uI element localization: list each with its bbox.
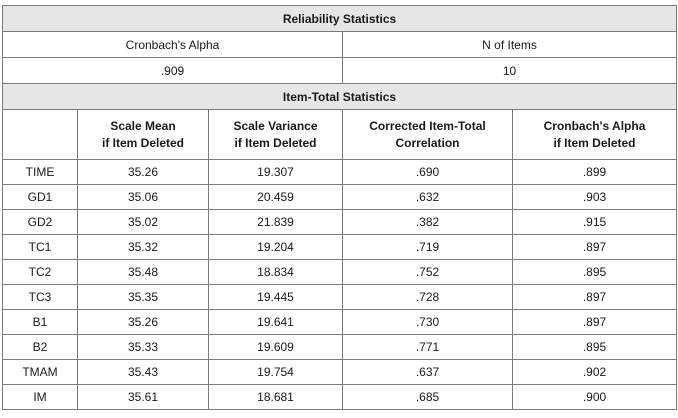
table-row [3,260,677,285]
alpha-if-deleted-cell: .899 [513,160,677,185]
table-row [3,235,677,260]
alpha-if-deleted-cell: .903 [513,185,677,210]
table-row [3,285,677,310]
cronbach-alpha-value: .909 [3,58,343,84]
scale-variance-cell: 18.834 [209,260,343,285]
scale-mean-cell: 35.26 [78,310,209,335]
scale-variance-cell: 20.459 [209,185,343,210]
scale-variance-cell: 19.307 [209,160,343,185]
scale-mean-cell: 35.35 [78,285,209,310]
scale-variance-header [209,110,343,160]
n-items-header: N of Items [343,32,677,58]
scale-variance-header-line2: if Item Deleted [234,135,317,150]
item-label: TC1 [3,235,78,260]
alpha-if-deleted-cell: .900 [513,385,677,410]
reliability-table [2,5,677,410]
item-label: GD1 [3,185,78,210]
corrected-correlation-cell: .728 [343,285,513,310]
corrected-correlation-header [343,110,513,160]
statistics-document [2,5,676,410]
alpha-if-deleted-cell: .915 [513,210,677,235]
corrected-correlation-cell: .752 [343,260,513,285]
corrected-correlation-header-line2: Correlation [395,135,460,150]
item-label: TC3 [3,285,78,310]
scale-variance-cell: 19.609 [209,335,343,360]
corrected-correlation-header-line1: Corrected Item-Total [369,118,486,133]
scale-variance-cell: 21.839 [209,210,343,235]
table-row [3,185,677,210]
corrected-correlation-cell: .730 [343,310,513,335]
scale-variance-cell: 18.681 [209,385,343,410]
item-label: GD2 [3,210,78,235]
corrected-correlation-cell: .382 [343,210,513,235]
corrected-correlation-cell: .690 [343,160,513,185]
scale-mean-cell: 35.32 [78,235,209,260]
scale-mean-cell: 35.26 [78,160,209,185]
corrected-correlation-cell: .632 [343,185,513,210]
item-label: TMAM [3,360,78,385]
table-row [3,210,677,235]
item-total-title: Item-Total Statistics [3,84,677,110]
table-row [3,385,677,410]
scale-variance-cell: 19.445 [209,285,343,310]
scale-mean-cell: 35.06 [78,185,209,210]
item-rows [3,160,677,410]
item-label: IM [3,385,78,410]
alpha-if-deleted-cell: .895 [513,260,677,285]
item-label: TC2 [3,260,78,285]
table-row [3,360,677,385]
alpha-if-deleted-header-line2: if Item Deleted [553,135,636,150]
corrected-correlation-cell: .771 [343,335,513,360]
corrected-correlation-cell: .719 [343,235,513,260]
alpha-if-deleted-header-line1: Cronbach's Alpha [543,118,646,133]
scale-mean-cell: 35.43 [78,360,209,385]
item-label: TIME [3,160,78,185]
scale-mean-cell: 35.48 [78,260,209,285]
scale-mean-cell: 35.33 [78,335,209,360]
alpha-if-deleted-cell: .897 [513,310,677,335]
alpha-if-deleted-cell: .897 [513,235,677,260]
n-items-value: 10 [343,58,677,84]
scale-mean-header-line2: if Item Deleted [101,135,185,150]
item-header-blank [3,110,78,160]
scale-mean-cell: 35.61 [78,385,209,410]
scale-mean-cell: 35.02 [78,210,209,235]
scale-variance-cell: 19.754 [209,360,343,385]
scale-mean-header [78,110,209,160]
scale-variance-header-line1: Scale Variance [233,118,318,133]
scale-variance-cell: 19.641 [209,310,343,335]
scale-mean-header-line1: Scale Mean [110,118,176,133]
scale-variance-cell: 19.204 [209,235,343,260]
table-row [3,160,677,185]
table-row [3,310,677,335]
alpha-if-deleted-cell: .895 [513,335,677,360]
table-row [3,335,677,360]
alpha-if-deleted-cell: .902 [513,360,677,385]
item-label: B2 [3,335,78,360]
reliability-title: Reliability Statistics [3,6,677,32]
corrected-correlation-cell: .685 [343,385,513,410]
alpha-if-deleted-cell: .897 [513,285,677,310]
alpha-if-deleted-header [513,110,677,160]
cronbach-alpha-header: Cronbach's Alpha [3,32,343,58]
corrected-correlation-cell: .637 [343,360,513,385]
item-label: B1 [3,310,78,335]
